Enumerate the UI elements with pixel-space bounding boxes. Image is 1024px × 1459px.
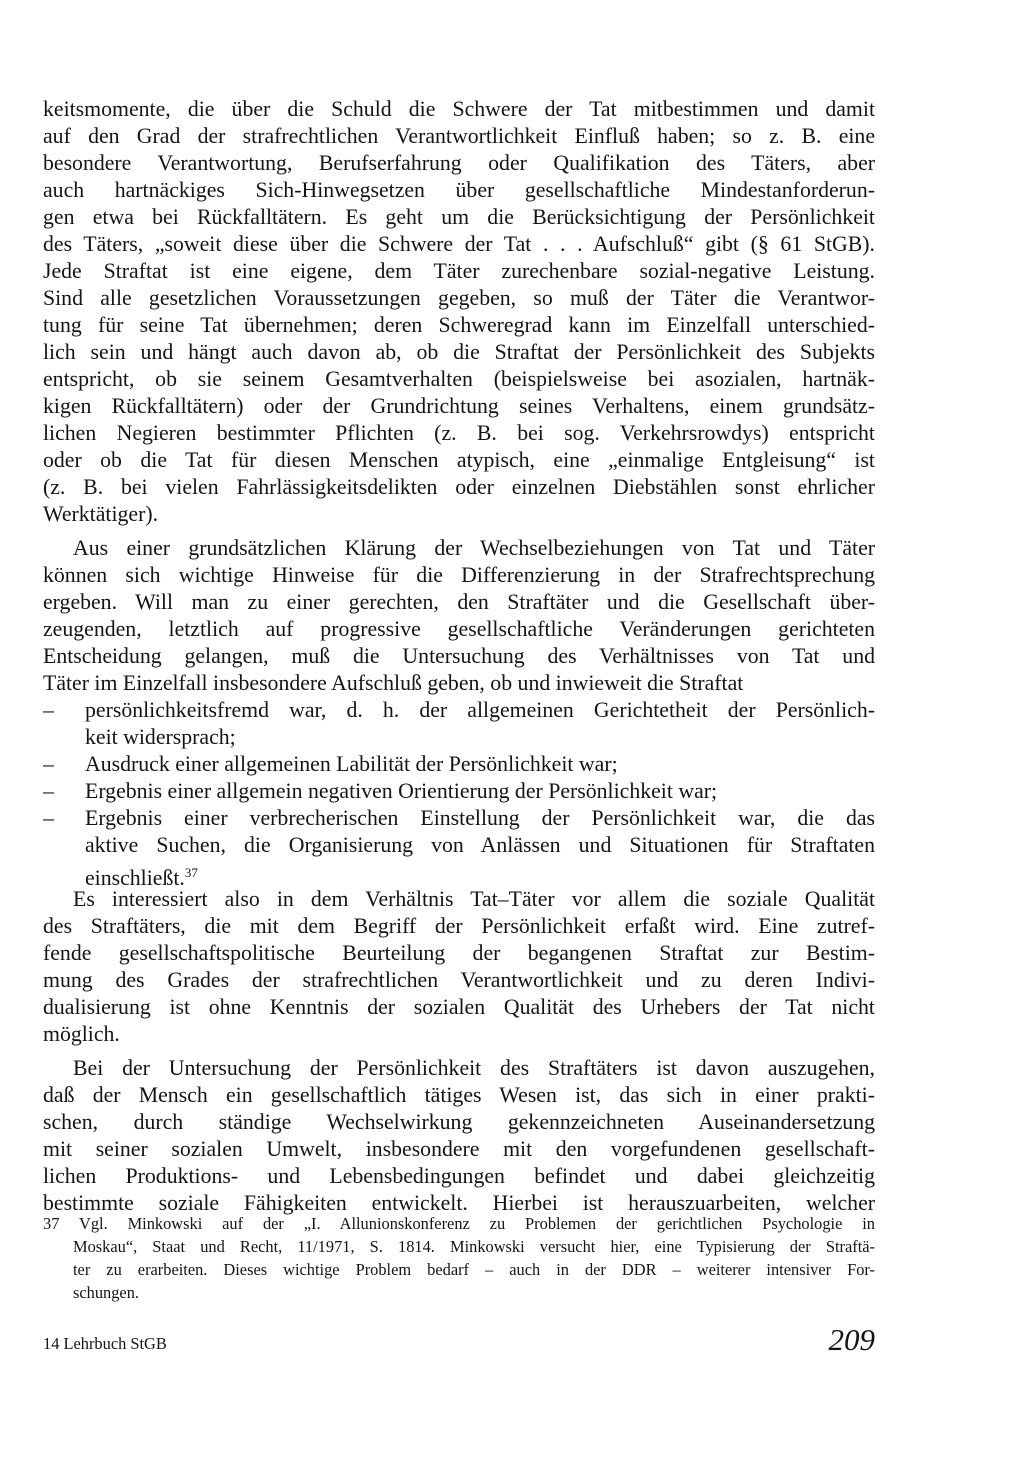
text-line: ergeben. Will man zu einer gerechten, den Straftäter und die Gesellschaft über- xyxy=(43,590,875,614)
bullet-dash: – xyxy=(43,806,54,830)
text-line: können sich wichtige Hinweise für die Differenzierung in der Strafrechtsprechung xyxy=(43,563,875,587)
signature-mark: 14 Lehrbuch StGB xyxy=(43,1334,167,1353)
text-line: fende gesellschaftspolitische Beurteilung der begangenen Straftat zur Bestim- xyxy=(43,941,875,965)
text-line: tung für seine Tat übernehmen; deren Schweregrad kann im Einzelfall unterschied- xyxy=(43,313,875,337)
footnote-line: Moskau“, Staat und Recht, 11/1971, S. 1814. Minkowski versucht hier, eine Typisierung der Straftä- xyxy=(73,1237,875,1256)
bullet-dash: – xyxy=(43,752,54,776)
text-line: besondere Verantwortung, Berufserfahrung oder Qualifikation des Täters, aber xyxy=(43,151,875,175)
text-line: Es interessiert also in dem Verhältnis Tat–Täter vor allem die soziale Qualität xyxy=(73,887,875,911)
text-line: schen, durch ständige Wechselwirkung gekennzeichneten Auseinandersetzung xyxy=(43,1110,875,1134)
text-line: auf den Grad der strafrechtlichen Verantwortlichkeit Einfluß haben; so z. B. eine xyxy=(43,124,875,148)
bullet-dash: – xyxy=(43,698,54,722)
text-line: des Straftäters, die mit dem Begriff der Persönlichkeit erfaßt wird. Eine zutref- xyxy=(43,914,875,938)
text-line: (z. B. bei vielen Fahrlässigkeitsdelikten oder einzelnen Diebstählen sonst ehrlicher xyxy=(43,475,875,499)
bullet-text: einschließt. xyxy=(85,866,185,886)
text-line: des Täters, „soweit diese über die Schwere der Tat . . . Aufschluß“ gibt (§ 61 StGB). xyxy=(43,232,875,256)
bullet-line xyxy=(43,859,875,886)
text-line: lich sein und hängt auch davon ab, ob die Straftat der Persönlichkeit des Subjekts xyxy=(43,340,875,364)
bullet-line xyxy=(43,751,875,778)
footnote-ref: 37 xyxy=(184,865,198,880)
bullet-line xyxy=(43,724,875,751)
footnote-line: schungen. xyxy=(73,1283,140,1302)
bullet-text: Ausdruck einer allgemeinen Labilität der Persönlichkeit war; xyxy=(85,752,618,776)
text-line: daß der Mensch ein gesellschaftlich tätiges Wesen ist, das sich in einer prakti- xyxy=(43,1083,875,1107)
bullet-dash: – xyxy=(43,779,54,803)
text-line: kigen Rückfalltätern) oder der Grundrichtung seines Verhaltens, einem grundsätz- xyxy=(43,394,875,418)
footnote-line: ter zu erarbeiten. Dieses wichtige Problem bedarf – auch in der DDR – weiterer intensiver For- xyxy=(73,1260,875,1279)
bullet-text: Ergebnis einer verbrecherischen Einstellung der Persönlichkeit war, die das xyxy=(85,806,875,830)
paragraph-gap xyxy=(43,1048,875,1055)
bullet-text: keit widersprach; xyxy=(85,725,236,749)
footnote-line: 37 Vgl. Minkowski auf der „I. Allunionskonferenz zu Problemen der gerichtlichen Psychologie in xyxy=(43,1214,875,1233)
text-line: keitsmomente, die über die Schuld die Schwere der Tat mitbestimmen und damit xyxy=(43,97,875,121)
text-line: dualisierung ist ohne Kenntnis der sozialen Qualität des Urhebers der Tat nicht xyxy=(43,995,875,1019)
text-line: Entscheidung gelangen, muß die Untersuchung des Verhältnisses von Tat und xyxy=(43,644,875,668)
text-line: Bei der Untersuchung der Persönlichkeit des Straftäters ist davon auszugehen, xyxy=(73,1056,875,1080)
bullet-text: aktive Suchen, die Organisierung von Anlässen und Situationen für Straftaten xyxy=(85,833,875,857)
text-line: Werktätiger). xyxy=(43,502,159,526)
page-footer xyxy=(43,1322,875,1362)
text-line: bestimmte soziale Fähigkeiten entwickelt. Hierbei ist herauszuarbeiten, welcher xyxy=(43,1191,875,1215)
text-line: auch hartnäckiges Sich-Hinwegsetzen über gesellschaftliche Mindestanforderun- xyxy=(43,178,875,202)
text-line: mit seiner sozialen Umwelt, insbesondere mit den vorgefundenen gesellschaft- xyxy=(43,1137,875,1161)
page-number: 209 xyxy=(828,1322,875,1357)
paragraph-gap xyxy=(43,528,875,535)
text-line: gen etwa bei Rückfalltätern. Es geht um die Berücksichtigung der Persönlichkeit xyxy=(43,205,875,229)
text-line: Täter im Einzelfall insbesondere Aufschluß geben, ob und inwieweit die Straftat xyxy=(43,671,744,695)
bullet-line xyxy=(43,832,875,859)
text-line: zeugenden, letztlich auf progressive gesellschaftliche Veränderungen gerichteten xyxy=(43,617,875,641)
text-line: möglich. xyxy=(43,1022,120,1046)
text-line: lichen Negieren bestimmter Pflichten (z. B. bei sog. Verkehrsrowdys) entspricht xyxy=(43,421,875,445)
body-text xyxy=(43,96,875,1217)
bullet-line xyxy=(43,778,875,805)
bullet-line xyxy=(43,697,875,724)
text-line: oder ob die Tat für diesen Menschen atypisch, eine „einmalige Entgleisung“ ist xyxy=(43,448,875,472)
bullet-text: persönlichkeitsfremd war, d. h. der allgemeinen Gerichtetheit der Persönlich- xyxy=(85,698,875,722)
text-line: Jede Straftat ist eine eigene, dem Täter zurechenbare sozial-negative Leistung. xyxy=(43,259,875,283)
bullet-line xyxy=(43,805,875,832)
text-line: Aus einer grundsätzlichen Klärung der Wechselbeziehungen von Tat und Täter xyxy=(73,536,875,560)
text-line: mung des Grades der strafrechtlichen Verantwortlichkeit und zu deren Indivi- xyxy=(43,968,875,992)
text-line: lichen Produktions- und Lebensbedingungen befindet und dabei gleichzeitig xyxy=(43,1164,875,1188)
text-line: entspricht, ob sie seinem Gesamtverhalten (beispielsweise bei asozialen, hartnäk- xyxy=(43,367,875,391)
footnote-block xyxy=(43,1212,875,1304)
bullet-text: Ergebnis einer allgemein negativen Orientierung der Persönlichkeit war; xyxy=(85,779,718,803)
text-line: Sind alle gesetzlichen Voraussetzungen gegeben, so muß der Täter die Verantwor- xyxy=(43,286,875,310)
